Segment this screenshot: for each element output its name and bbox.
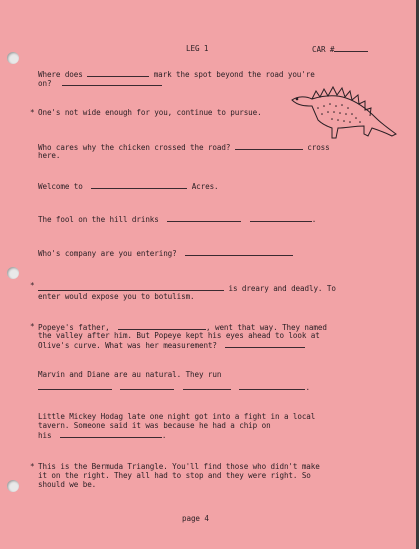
q8-star: * bbox=[30, 322, 35, 331]
q8-text-c: Olive's curve. What was her measurement? bbox=[38, 341, 217, 350]
q1-blank-2 bbox=[62, 78, 162, 86]
question-6 bbox=[38, 248, 293, 259]
question-8-line2: the valley after him. But Popeye kept his eyes ahead to look at bbox=[38, 331, 320, 340]
question-11: This is the Bermuda Triangle. You'll find those who didn't make bbox=[38, 462, 320, 471]
question-9-blanks bbox=[38, 382, 310, 393]
q2-star: * bbox=[30, 108, 35, 117]
stegosaurus-icon bbox=[288, 84, 400, 142]
punch-hole bbox=[7, 267, 19, 279]
question-4 bbox=[38, 181, 219, 192]
q3-text-a: Who cares why the chicken crossed the road? bbox=[38, 143, 231, 152]
punch-hole bbox=[7, 52, 19, 64]
punch-hole bbox=[7, 480, 19, 492]
q10-text-c: his bbox=[38, 431, 52, 440]
question-10-line3 bbox=[38, 430, 166, 441]
question-2: One's not wide enough for you, continue to pursue. bbox=[38, 108, 262, 117]
car-number-blank bbox=[334, 44, 368, 52]
q4-text-b: Acres. bbox=[191, 182, 219, 191]
q4-blank bbox=[91, 181, 187, 189]
q5-text-a: The fool on the hill drinks bbox=[38, 215, 159, 224]
q8-text-b: , went that way. They named bbox=[206, 323, 327, 332]
q5-blank-1 bbox=[167, 214, 241, 222]
question-9: Marvin and Diane are au natural. They run bbox=[38, 370, 222, 379]
q6-text: Who's company are you entering? bbox=[38, 249, 177, 258]
q1-text-a: Where does bbox=[38, 70, 83, 79]
leg-label: LEG 1 bbox=[186, 44, 209, 53]
q1-blank bbox=[87, 69, 149, 77]
page-number: page 4 bbox=[182, 514, 209, 523]
q1-text-c: on? bbox=[38, 79, 52, 88]
question-11-line3: should we be. bbox=[38, 480, 97, 489]
q10-blank bbox=[60, 430, 162, 438]
q7-star: * bbox=[30, 281, 35, 290]
question-3-line2: here. bbox=[38, 151, 61, 160]
q10-text-d: . bbox=[161, 431, 167, 440]
q8-blank-2 bbox=[225, 340, 305, 348]
question-7-line2: enter would expose you to botulism. bbox=[38, 292, 195, 301]
q9-blank-2 bbox=[120, 382, 174, 390]
question-10-line2: tavern. Someone said it was because he had a chip on bbox=[38, 421, 271, 430]
q6-blank bbox=[185, 248, 293, 256]
q3-blank bbox=[235, 142, 303, 150]
q9-blank-4 bbox=[239, 382, 305, 390]
q7-text-a: is dreary and deadly. To bbox=[228, 284, 336, 293]
q11-star: * bbox=[30, 462, 35, 471]
q8-blank bbox=[118, 322, 206, 330]
q9-text-b: . bbox=[305, 383, 310, 392]
q5-blank-2 bbox=[250, 214, 312, 222]
question-10: Little Mickey Hodag late one night got into a fight in a local bbox=[38, 412, 316, 421]
question-1-line2 bbox=[38, 78, 162, 89]
q5-text-b: . bbox=[311, 215, 317, 224]
q4-text-a: Welcome to bbox=[38, 182, 83, 191]
q9-blank-3 bbox=[183, 382, 231, 390]
question-3 bbox=[38, 142, 330, 153]
question-11-line2: it on the right. They all had to stop and they were right. So bbox=[38, 471, 311, 480]
q8-text-a: Popeye's father, bbox=[38, 323, 110, 332]
q3-text-b: cross bbox=[307, 143, 330, 152]
car-number-field bbox=[312, 44, 368, 55]
question-5 bbox=[38, 214, 316, 225]
q1-text-b: mark the spot beyond the road you're bbox=[153, 70, 315, 79]
question-8-line3 bbox=[38, 340, 305, 351]
car-label: CAR # bbox=[312, 45, 335, 54]
q7-blank bbox=[38, 283, 224, 291]
q9-blank-1 bbox=[38, 382, 112, 390]
